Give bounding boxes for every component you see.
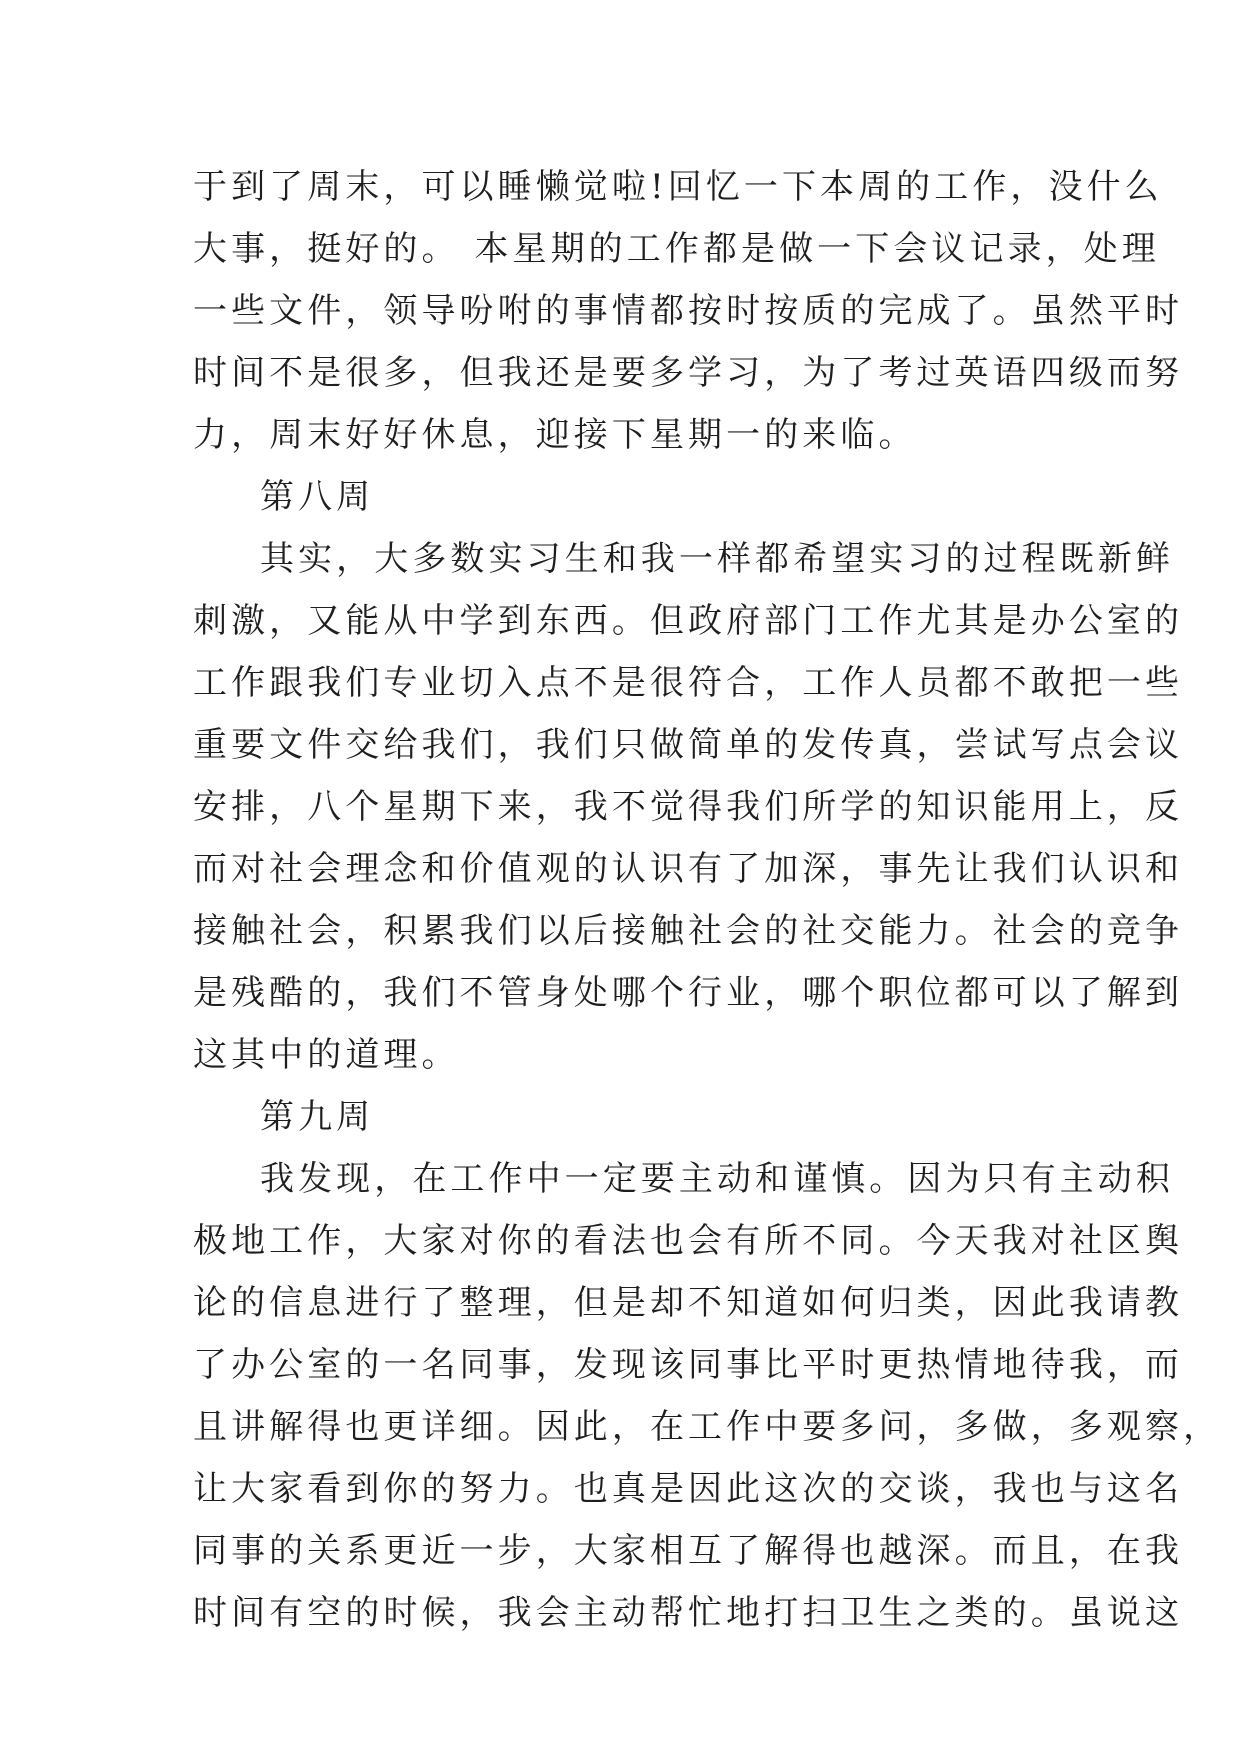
text-line: 其实，大多数实习生和我一样都希望实习的过程既新鲜 — [260, 539, 1174, 579]
text-line: 我发现，在工作中一定要主动和谨慎。因为只有主动积 — [260, 1159, 1174, 1199]
text-line: 且讲解得也更详细。因此，在工作中要多问，多做，多观察， — [193, 1407, 1222, 1447]
text-line: 让大家看到你的努力。也真是因此这次的交谈，我也与这名 — [193, 1469, 1184, 1509]
text-line: 时间有空的时候，我会主动帮忙地打扫卫生之类的。虽说这 — [193, 1593, 1184, 1633]
text-line: 刺激，又能从中学到东西。但政府部门工作尤其是办公室的 — [193, 601, 1184, 641]
text-line: 时间不是很多，但我还是要多学习，为了考过英语四级而努 — [193, 353, 1184, 393]
text-line: 极地工作，大家对你的看法也会有所不同。今天我对社区舆 — [193, 1221, 1184, 1261]
text-line: 是残酷的，我们不管身处哪个行业，哪个职位都可以了解到 — [193, 973, 1184, 1013]
text-line: 论的信息进行了整理，但是却不知道如何归类，因此我请教 — [193, 1283, 1184, 1323]
text-line: 而对社会理念和价值观的认识有了加深，事先让我们认识和 — [193, 849, 1184, 889]
week-heading-9: 第九周 — [260, 1097, 375, 1137]
text-line: 同事的关系更近一步，大家相互了解得也越深。而且，在我 — [193, 1531, 1184, 1571]
text-line: 于到了周末，可以睡懒觉啦!回忆一下本周的工作，没什么 — [193, 167, 1163, 207]
text-line: 了办公室的一名同事，发现该同事比平时更热情地待我，而 — [193, 1345, 1184, 1385]
week-heading-8: 第八周 — [260, 477, 375, 517]
text-line: 工作跟我们专业切入点不是很符合，工作人员都不敢把一些 — [193, 663, 1184, 703]
paragraph-week9 — [193, 1148, 1222, 1644]
text-line: 力，周末好好休息，迎接下星期一的来临。 — [193, 415, 917, 455]
text-line: 一些文件，领导吩咐的事情都按时按质的完成了。虽然平时 — [193, 291, 1184, 331]
paragraph-week7-continued — [193, 156, 1184, 466]
text-line: 这其中的道理。 — [193, 1035, 460, 1075]
paragraph-week8 — [193, 528, 1184, 1086]
text-line: 接触社会，积累我们以后接触社会的社交能力。社会的竞争 — [193, 911, 1184, 951]
text-line: 大事，挺好的。 本星期的工作都是做一下会议记录，处理 — [193, 229, 1160, 269]
text-line: 安排，八个星期下来，我不觉得我们所学的知识能用上，反 — [193, 787, 1184, 827]
document-body — [193, 156, 1222, 1644]
text-line: 重要文件交给我们，我们只做简单的发传真，尝试写点会议 — [193, 725, 1184, 765]
